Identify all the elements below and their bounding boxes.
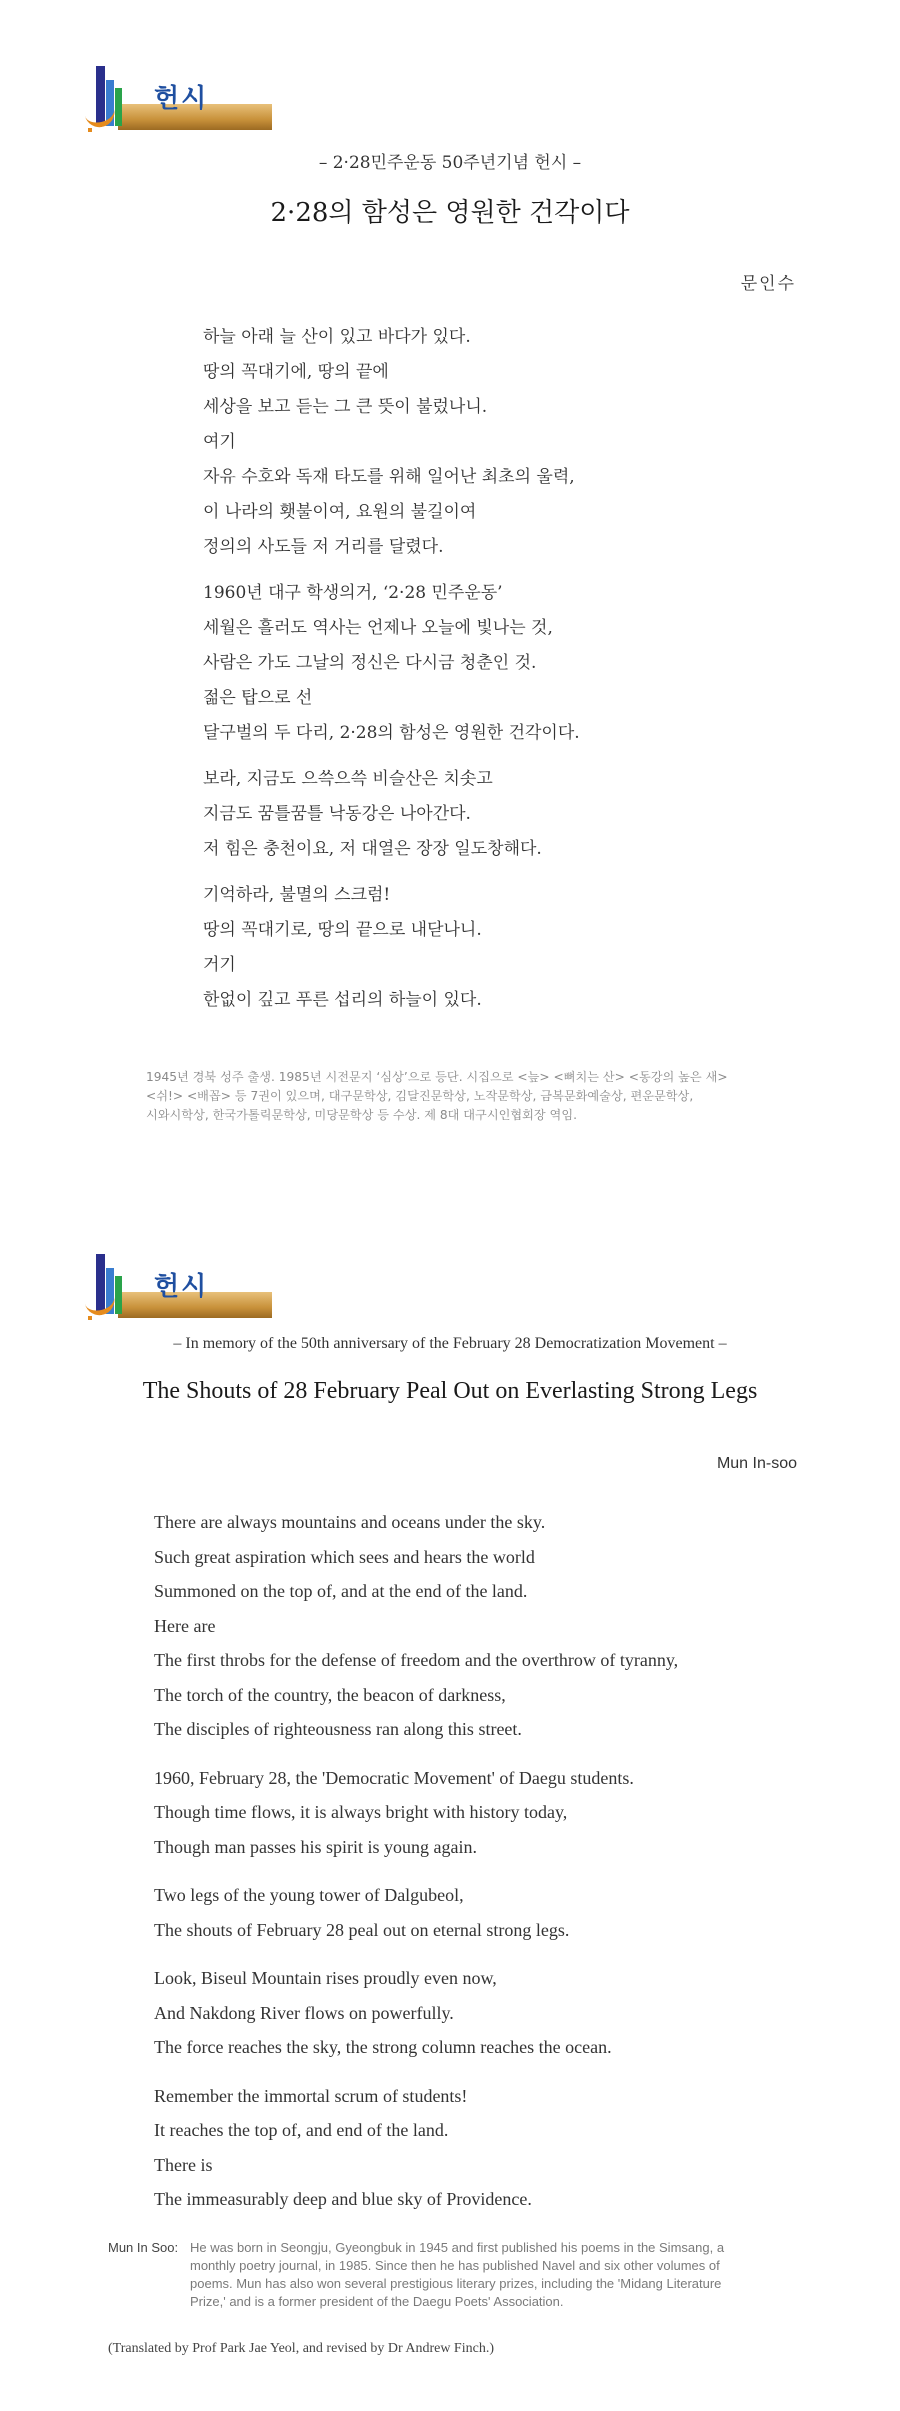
poem-line: The force reaches the sky, the strong column reaches the ocean. <box>154 2037 612 2057</box>
poem-line: 이 나라의 횃불이여, 요원의 불길이여 <box>203 502 477 522</box>
poem-line: The disciples of righteousness ran along this street. <box>154 1719 522 1739</box>
poem-line: 1960, February 28, the 'Democratic Movement' of Daegu students. <box>154 1767 634 1788</box>
poem-line: 세월은 흘러도 역사는 언제나 오늘에 빛나는 것, <box>203 618 553 638</box>
logo-bar-icon <box>115 1276 122 1314</box>
poem-line: 저 힘은 충천이요, 저 대열은 장장 일도창해다. <box>203 839 542 859</box>
english-stanza <box>154 2079 854 2217</box>
poem-line: 거기 <box>203 955 236 975</box>
bio-line: 1945년 경북 성주 출생. 1985년 시전문지 ‘심상’으로 등단. 시집으로 <늪> <뼈치는 산> <동강의 높은 새> <box>146 1070 728 1084</box>
poem-line: 세상을 보고 듣는 그 큰 뜻이 불렀나니. <box>203 397 488 417</box>
korean-stanza <box>203 762 823 867</box>
poem-line: 1960년 대구 학생의거, ‘2·28 민주운동’ <box>203 583 503 603</box>
poem-line: 한없이 깊고 푸른 섭리의 하늘이 있다. <box>203 990 482 1010</box>
translation-credit: (Translated by Prof Park Jae Yeol, and revised by Dr Andrew Finch.) <box>108 2341 494 2356</box>
poem-line: 정의의 사도들 저 거리를 달렸다. <box>203 537 444 557</box>
poem-line: 땅의 꼭대기에, 땅의 끝에 <box>203 362 389 382</box>
bio-line: He was born in Seongju, Gyeongbuk in 1945 and first published his poems in the Simsang, a <box>190 2240 725 2255</box>
poem-line: 지금도 꿈틀꿈틀 낙동강은 나아간다. <box>203 804 471 824</box>
poem-line: 달구벌의 두 다리, 2·28의 함성은 영원한 건각이다. <box>203 723 580 743</box>
poem-line: The torch of the country, the beacon of darkness, <box>154 1684 506 1705</box>
poem-line: 사람은 가도 그날의 정신은 다시금 청춘인 것. <box>203 653 537 673</box>
poem-line: 하늘 아래 늘 산이 있고 바다가 있다. <box>203 327 471 347</box>
bio-line: monthly poetry journal, in 1985. Since then he has published Navel and six other volumes of <box>190 2258 720 2273</box>
poem-line: 보라, 지금도 으쓱으쓱 비슬산은 치솟고 <box>203 769 493 789</box>
korean-poem <box>203 320 823 1018</box>
logo-swoosh-icon <box>84 1295 117 1319</box>
poem-line: The immeasurably deep and blue sky of Providence. <box>154 2189 532 2209</box>
poem-line: Summoned on the top of, and at the end of the land. <box>154 1581 528 1601</box>
poem-line: Such great aspiration which sees and hears the world <box>154 1546 535 1567</box>
heonsi-logo-english <box>84 1250 274 1330</box>
logo-label: 헌시 <box>154 84 209 114</box>
poem-line: And Nakdong River flows on powerfully. <box>154 2002 454 2023</box>
english-poem <box>154 1505 854 2217</box>
poem-line: There are always mountains and oceans under the sky. <box>154 1512 546 1532</box>
english-stanza <box>154 1878 854 1947</box>
logo-dot-icon <box>88 1316 92 1320</box>
bio-author-name: Mun In Soo: <box>108 2240 179 2255</box>
poem-line: It reaches the top of, and end of the land. <box>154 2120 449 2140</box>
poem-line: Though time flows, it is always bright with history today, <box>154 1802 568 1822</box>
logo-dot-icon <box>88 128 92 132</box>
korean-stanza <box>203 320 823 565</box>
bio-body <box>190 2239 798 2311</box>
korean-stanza <box>203 878 823 1018</box>
poem-line: 기억하라, 불멸의 스크럼! <box>203 885 391 905</box>
poem-line: The first throbs for the defense of freedom and the overthrow of tyranny, <box>154 1650 679 1670</box>
poem-line: There is <box>154 2154 213 2175</box>
poem-line: 땅의 꼭대기로, 땅의 끝으로 내닫나니. <box>203 920 482 940</box>
korean-stanza <box>203 576 823 751</box>
poem-line: 젊은 탑으로 선 <box>203 688 313 708</box>
english-title: The Shouts of 28 February Peal Out on Everlasting Strong Legs <box>142 1378 758 1404</box>
korean-author-bio <box>146 1068 786 1125</box>
bio-line: poems. Mun has also won several prestigious literary prizes, including the 'Midang Literature <box>190 2276 722 2291</box>
logo-bar-icon <box>115 88 122 126</box>
poem-line: 여기 <box>203 432 236 452</box>
poem-line: Look, Biseul Mountain rises proudly even now, <box>154 1968 497 1988</box>
english-stanza <box>154 1505 854 1747</box>
bio-line: Prize,' and is a former president of the Daegu Poets' Association. <box>190 2294 564 2309</box>
poem-line: The shouts of February 28 peal out on eternal strong legs. <box>154 1919 570 1940</box>
poem-line: Though man passes his spirit is young again. <box>154 1836 477 1857</box>
english-author-bio <box>108 2239 798 2311</box>
english-subtitle: – In memory of the 50th anniversary of the February 28 Democratization Movement – <box>173 1335 727 1352</box>
english-stanza <box>154 1961 854 2065</box>
poem-line: Here are <box>154 1615 216 1636</box>
poem-line: Two legs of the young tower of Dalgubeol, <box>154 1885 464 1905</box>
poem-line: 자유 수호와 독재 타도를 위해 일어난 최초의 울력, <box>203 467 575 487</box>
logo-label: 헌시 <box>154 1272 209 1302</box>
poem-line: Remember the immortal scrum of students! <box>154 2085 468 2106</box>
bio-line: 시와시학상, 한국가톨릭문학상, 미당문학상 등 수상. 제 8대 대구시인협회장 역임. <box>146 1108 577 1122</box>
korean-title: 2·28의 함성은 영원한 건각이다 <box>270 198 630 228</box>
english-stanza <box>154 1761 854 1865</box>
korean-subtitle: – 2·28민주운동 50주년기념 헌시 – <box>318 153 582 173</box>
english-author: Mun In-soo <box>716 1455 797 1472</box>
bio-line: <쉬!> <배꼽> 등 7권이 있으며, 대구문학상, 김달진문학상, 노작문학상, 금복문화예술상, 편운문학상, <box>146 1089 694 1103</box>
korean-author: 문인수 <box>740 274 796 294</box>
logo-swoosh-icon <box>84 107 117 131</box>
heonsi-logo-korean <box>84 62 274 142</box>
